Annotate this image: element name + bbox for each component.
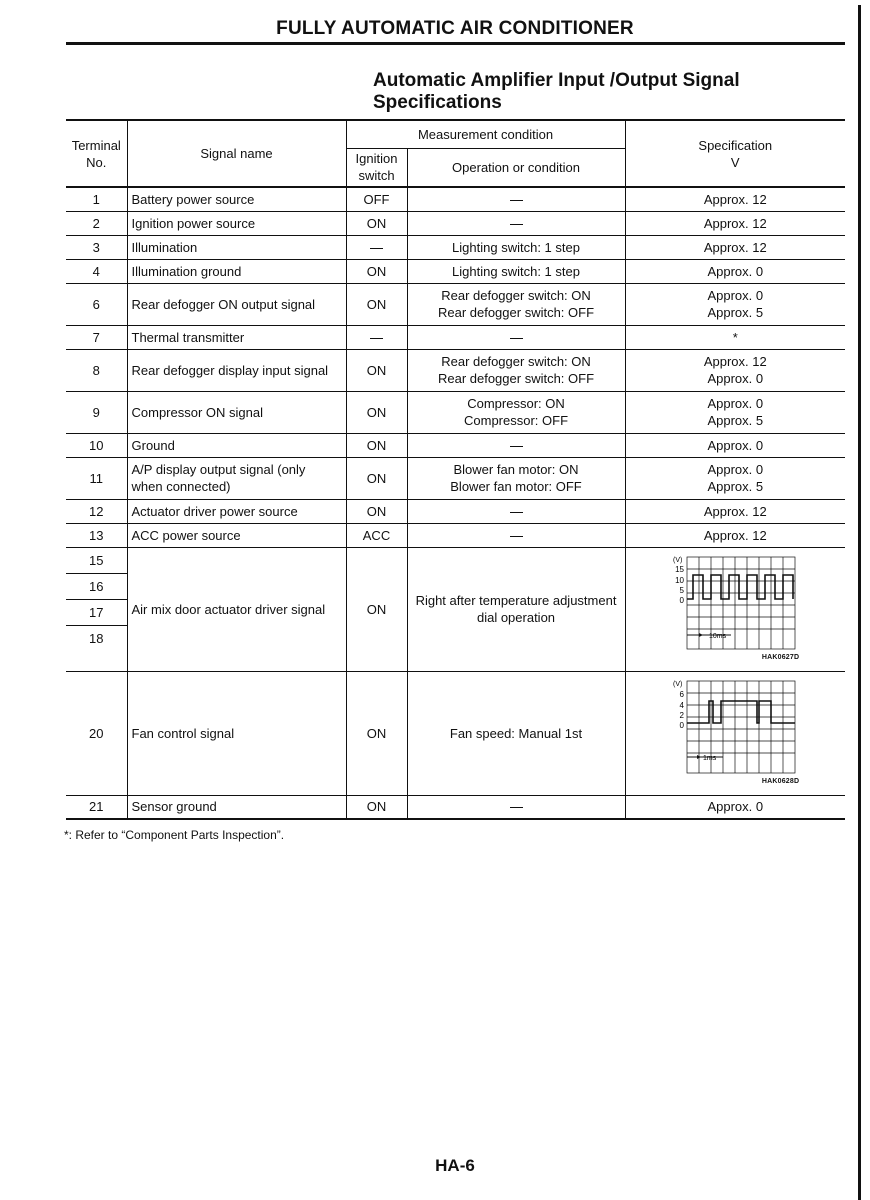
operation-cell — [407, 349, 625, 391]
terminal-cell: 12 — [66, 499, 127, 523]
signal-name-cell — [127, 391, 346, 433]
terminal-16: 16 — [66, 574, 127, 600]
signal-name-cell — [127, 523, 346, 547]
signal-spec-table — [66, 119, 845, 820]
operation-line: Blower fan motor: OFF — [450, 479, 582, 494]
specification-line: Approx. 12 — [703, 503, 767, 519]
fan-ytick-4: 4 — [679, 701, 685, 710]
air-mix-ignition: ON — [346, 547, 407, 671]
specification-line: Approx. 12 — [703, 354, 767, 369]
operation-cell — [407, 457, 625, 499]
specification-cell — [625, 457, 845, 499]
fan-waveform — [673, 677, 800, 789]
terminal-cell: 9 — [66, 391, 127, 433]
page-header-title: FULLY AUTOMATIC AIR CONDITIONER — [276, 18, 634, 39]
dash-mark — [510, 536, 523, 537]
signal-name-cell — [127, 457, 346, 499]
table-row — [66, 283, 845, 325]
ignition-cell: ON — [346, 211, 407, 235]
operation-cell — [407, 523, 625, 547]
specification-cell — [625, 499, 845, 523]
air-mix-ytick-5: 5 — [679, 586, 685, 595]
right-margin-rule — [858, 5, 861, 1200]
signal-name-line: Thermal transmitter — [131, 329, 245, 345]
specification-line: Approx. 12 — [703, 215, 767, 231]
sensor-ground-terminal: 21 — [66, 795, 127, 819]
signal-name-cell — [127, 433, 346, 457]
ignition-cell: ON — [346, 283, 407, 325]
specification-cell — [625, 187, 845, 211]
specification-line: Approx. 12 — [703, 239, 767, 255]
operation-line: Lighting switch: 1 step — [452, 263, 580, 279]
section-title — [373, 70, 740, 114]
operation-line: Compressor: ON — [467, 396, 565, 411]
specification-line: * — [732, 329, 738, 345]
signal-name-line: Ignition power source — [131, 215, 256, 231]
fan-ytick-2: 2 — [679, 711, 685, 720]
specification-line: Approx. 0 — [707, 263, 764, 279]
section-title-line1: Automatic Amplifier Input /Output Signal — [373, 70, 740, 91]
terminal-17: 17 — [66, 600, 127, 626]
signal-name-line: Ground — [131, 437, 175, 453]
specification-cell — [625, 391, 845, 433]
page-number: HA-6 — [435, 1156, 475, 1175]
operation-cell — [407, 235, 625, 259]
air-mix-waveform — [673, 553, 800, 665]
operation-cell — [407, 391, 625, 433]
table-row — [66, 457, 845, 499]
fan-operation: Fan speed: Manual 1st — [407, 671, 625, 795]
ignition-cell: ON — [346, 457, 407, 499]
sensor-ground-signal: Sensor ground — [127, 795, 346, 819]
table-row — [66, 187, 845, 211]
signal-name-line: Illumination — [131, 239, 198, 255]
sensor-ground-operation — [407, 795, 625, 819]
ignition-cell — [346, 235, 407, 259]
specification-cell — [625, 259, 845, 283]
air-mix-ytick-15: 15 — [675, 565, 685, 574]
ignition-cell: ACC — [346, 523, 407, 547]
sensor-ground-spec: Approx. 0 — [625, 795, 845, 819]
signal-name-cell — [127, 259, 346, 283]
fan-waveform-cell — [625, 671, 845, 795]
terminal-cell: 1 — [66, 187, 127, 211]
operation-cell — [407, 283, 625, 325]
specification-line: Approx. 5 — [707, 413, 764, 428]
terminal-cell: 10 — [66, 433, 127, 457]
header-measurement-condition: Measurement condition — [346, 120, 625, 148]
ignition-cell: ON — [346, 499, 407, 523]
terminal-15: 15 — [66, 548, 127, 574]
ignition-cell: OFF — [346, 187, 407, 211]
fan-ignition: ON — [346, 671, 407, 795]
specification-cell — [625, 433, 845, 457]
header-rule — [66, 42, 845, 45]
dash-mark — [510, 200, 523, 201]
signal-name-line: ACC power source — [131, 527, 241, 543]
operation-line: Rear defogger switch: OFF — [437, 371, 595, 386]
header-specification: Specification V — [625, 120, 845, 187]
signal-name-line: Illumination ground — [131, 263, 242, 279]
table-row — [66, 523, 845, 547]
fan-figure-code: HAK0628D — [761, 778, 800, 785]
specification-line: Approx. 0 — [707, 396, 764, 411]
signal-name-cell — [127, 211, 346, 235]
dash-mark — [370, 338, 383, 339]
table-row — [66, 235, 845, 259]
fan-ytick-0: 0 — [679, 721, 685, 730]
dash-mark — [510, 446, 523, 447]
ignition-cell — [346, 325, 407, 349]
terminal-18: 18 — [89, 630, 104, 646]
air-mix-waveform-cell — [625, 547, 845, 671]
specification-cell — [625, 283, 845, 325]
signal-name-line: Rear defogger ON output signal — [131, 296, 316, 312]
operation-line: Rear defogger switch: ON — [441, 354, 591, 369]
operation-line: Compressor: OFF — [464, 413, 569, 428]
specification-line: Approx. 12 — [703, 191, 767, 207]
fan-terminal: 20 — [66, 671, 127, 795]
terminal-cell: 4 — [66, 259, 127, 283]
specification-line: Approx. 5 — [707, 479, 764, 494]
operation-line: Lighting switch: 1 step — [452, 239, 580, 255]
sensor-ground-ignition: ON — [346, 795, 407, 819]
specification-line: Approx. 0 — [707, 437, 764, 453]
operation-cell — [407, 259, 625, 283]
table-row — [66, 349, 845, 391]
fan-signal-name: Fan control signal — [127, 671, 346, 795]
terminal-cell: 8 — [66, 349, 127, 391]
dash-mark — [510, 807, 523, 808]
table-row — [66, 259, 845, 283]
signal-name-line: Rear defogger display input signal — [131, 362, 329, 378]
terminal-cell: 11 — [66, 457, 127, 499]
air-mix-unit: (V) — [673, 557, 683, 564]
terminal-cell: 2 — [66, 211, 127, 235]
ignition-cell: ON — [346, 259, 407, 283]
signal-name-cell — [127, 325, 346, 349]
specification-line: Approx. 0 — [707, 371, 764, 386]
specification-cell — [625, 349, 845, 391]
operation-line: Rear defogger switch: ON — [441, 288, 591, 303]
ignition-cell: ON — [346, 433, 407, 457]
air-mix-time-label: 10ms — [709, 633, 727, 640]
terminal-cell: 6 — [66, 283, 127, 325]
header-signal-name: Signal name — [127, 120, 346, 187]
specification-line: Approx. 0 — [707, 288, 764, 303]
specification-line: Approx. 0 — [707, 462, 764, 477]
fan-unit: (V) — [673, 681, 683, 688]
air-mix-operation: Right after temperature adjustment dial operation — [407, 547, 625, 671]
operation-cell — [407, 433, 625, 457]
air-mix-figure-code: HAK0627D — [761, 654, 800, 661]
air-mix-signal-name: Air mix door actuator driver signal — [127, 547, 346, 671]
operation-cell — [407, 211, 625, 235]
signal-name-cell — [127, 283, 346, 325]
specification-cell — [625, 523, 845, 547]
air-mix-ytick-10: 10 — [675, 576, 685, 585]
signal-name-line: Actuator driver power source — [131, 503, 298, 519]
air-mix-terminals — [66, 547, 127, 671]
signal-name-line: Compressor ON signal — [131, 404, 263, 420]
operation-cell — [407, 499, 625, 523]
table-row — [66, 433, 845, 457]
dash-mark — [370, 248, 383, 249]
specification-cell — [625, 325, 845, 349]
terminal-cell: 13 — [66, 523, 127, 547]
ignition-cell: ON — [346, 349, 407, 391]
ignition-cell: ON — [346, 391, 407, 433]
header-ignition-switch: Ignition switch — [346, 148, 407, 187]
table-row — [66, 211, 845, 235]
terminal-cell: 7 — [66, 325, 127, 349]
footnote: *: Refer to “Component Parts Inspection”. — [64, 828, 285, 842]
table-row — [66, 325, 845, 349]
signal-name-cell — [127, 499, 346, 523]
air-mix-ytick-0: 0 — [679, 596, 685, 605]
dash-mark — [510, 512, 523, 513]
specification-cell — [625, 235, 845, 259]
signal-name-line: A/P display output signal (only — [131, 462, 306, 477]
operation-line: Blower fan motor: ON — [453, 462, 579, 477]
header-terminal: Terminal No. — [66, 120, 127, 187]
signal-name-cell — [127, 187, 346, 211]
specification-line: Approx. 5 — [707, 305, 764, 320]
dash-mark — [510, 338, 523, 339]
header-operation-condition: Operation or condition — [407, 148, 625, 187]
section-title-line2: Specifications — [373, 92, 502, 113]
terminal-cell: 3 — [66, 235, 127, 259]
signal-name-cell — [127, 235, 346, 259]
signal-name-line: Battery power source — [131, 191, 255, 207]
specification-line: Approx. 12 — [703, 527, 767, 543]
signal-name-cell — [127, 349, 346, 391]
signal-name-line: when connected) — [131, 479, 231, 494]
operation-cell — [407, 325, 625, 349]
operation-line: Rear defogger switch: OFF — [437, 305, 595, 320]
fan-time-label: 1ms — [703, 755, 717, 762]
table-row — [66, 391, 845, 433]
fan-ytick-6: 6 — [679, 690, 685, 699]
table-row — [66, 499, 845, 523]
operation-cell — [407, 187, 625, 211]
dash-mark — [510, 224, 523, 225]
specification-cell — [625, 211, 845, 235]
